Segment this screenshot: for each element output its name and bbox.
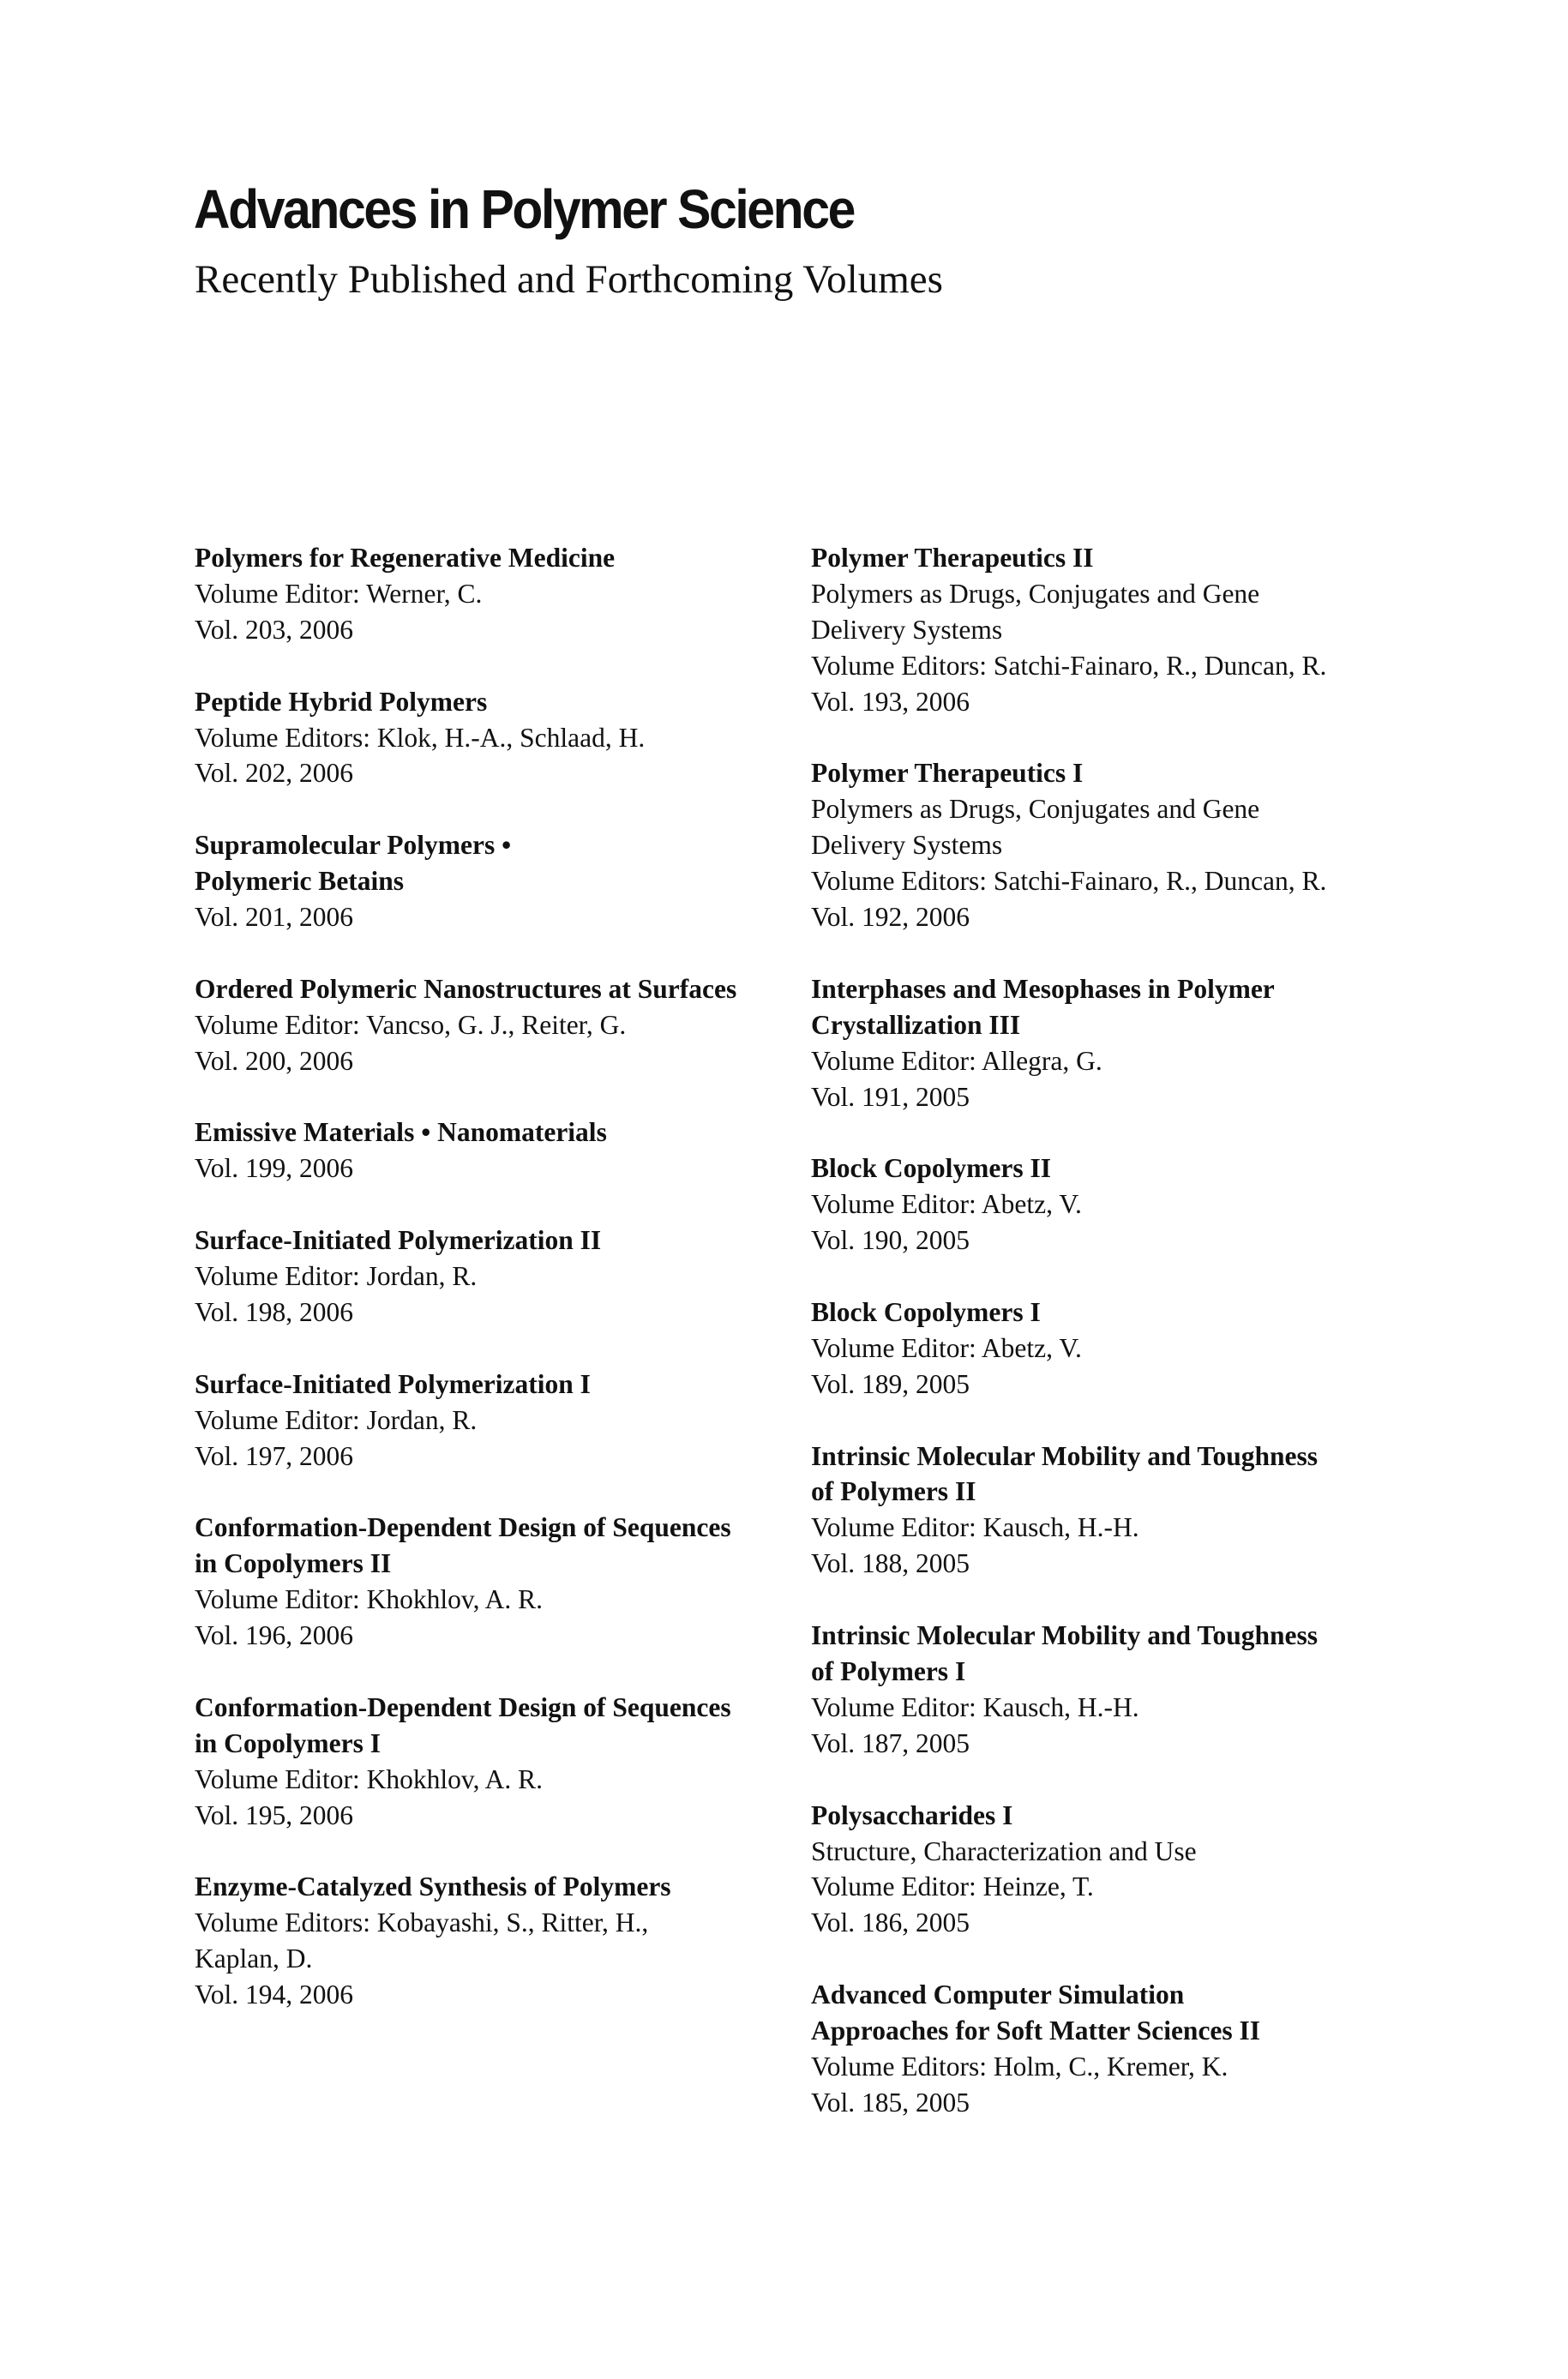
volume-title: Block Copolymers II	[811, 1153, 1052, 1184]
volume-editors: Volume Editors: Satchi-Fainaro, R., Duncan, R.	[811, 866, 1327, 897]
volume-editors: Volume Editor: Jordan, R.	[195, 1261, 478, 1292]
volume-detail: Polymers as Drugs, Conjugates and Gene	[811, 578, 1260, 609]
volume-list-left-column	[195, 540, 778, 2049]
volume-number-year: Vol. 200, 2006	[195, 1045, 353, 1076]
volume-title: Approaches for Soft Matter Sciences II	[811, 2016, 1261, 2046]
volume-number-year: Vol. 192, 2006	[811, 902, 970, 933]
volume-entry	[811, 1150, 1411, 1259]
volume-entry	[195, 1367, 778, 1475]
volume-title: Conformation-Dependent Design of Sequences	[195, 1691, 731, 1722]
volume-entry	[811, 755, 1411, 935]
volume-title: in Copolymers I	[195, 1727, 381, 1758]
volume-editors: Volume Editor: Jordan, R.	[195, 1404, 478, 1435]
volume-editors: Volume Editor: Heinze, T.	[811, 1871, 1094, 1902]
series-subtitle: Recently Published and Forthcoming Volumes	[195, 257, 943, 302]
volume-entry	[195, 1510, 778, 1654]
volume-editors: Volume Editor: Vancso, G. J., Reiter, G.	[195, 1009, 627, 1040]
volume-editors: Volume Editor: Abetz, V.	[811, 1189, 1082, 1220]
volume-entry	[195, 827, 778, 935]
volume-entry	[811, 1798, 1411, 1942]
volume-editors: Volume Editor: Kausch, H.-H.	[811, 1691, 1139, 1722]
volume-title: Enzyme-Catalyzed Synthesis of Polymers	[195, 1871, 671, 1902]
volume-title: of Polymers II	[811, 1476, 976, 1507]
volume-entry	[811, 1977, 1411, 2121]
volume-entry	[195, 684, 778, 792]
volume-title: Polymer Therapeutics I	[811, 758, 1084, 789]
volume-number-year: Vol. 193, 2006	[811, 686, 970, 717]
volume-number-year: Vol. 194, 2006	[195, 1979, 353, 2010]
volume-title: Ordered Polymeric Nanostructures at Surfaces	[195, 973, 737, 1004]
volume-list-right-column	[811, 540, 1411, 2157]
volume-editors: Volume Editor: Allegra, G.	[811, 1045, 1102, 1076]
volume-number-year: Vol. 201, 2006	[195, 902, 353, 933]
volume-title: Conformation-Dependent Design of Sequences	[195, 1512, 731, 1543]
volume-title: Polysaccharides I	[811, 1799, 1013, 1830]
volume-entry	[195, 1114, 778, 1186]
volume-number-year: Vol. 195, 2006	[195, 1799, 353, 1830]
volume-entry	[195, 1223, 778, 1331]
volume-number-year: Vol. 189, 2005	[811, 1368, 970, 1399]
volume-number-year: Vol. 186, 2005	[811, 1907, 970, 1938]
volume-editors: Volume Editors: Satchi-Fainaro, R., Duncan, R.	[811, 650, 1327, 681]
volume-title: Polymeric Betains	[195, 866, 405, 897]
volume-number-year: Vol. 202, 2006	[195, 758, 353, 789]
volume-detail: Polymers as Drugs, Conjugates and Gene	[811, 794, 1260, 825]
volume-title: Intrinsic Molecular Mobility and Toughness	[811, 1620, 1319, 1651]
volume-number-year: Vol. 198, 2006	[195, 1296, 353, 1327]
volume-number-year: Vol. 185, 2005	[811, 2087, 970, 2118]
volume-number-year: Vol. 197, 2006	[195, 1440, 353, 1471]
volume-number-year: Vol. 191, 2005	[811, 1081, 970, 1112]
volume-entry	[195, 540, 778, 648]
series-title: Advances in Polymer Science	[194, 178, 854, 240]
volume-number-year: Vol. 188, 2005	[811, 1548, 970, 1579]
volume-title: Advanced Computer Simulation	[811, 1979, 1185, 2010]
volume-detail: Structure, Characterization and Use	[811, 1835, 1197, 1866]
volume-editors: Volume Editor: Kausch, H.-H.	[811, 1512, 1139, 1543]
volume-entry	[811, 540, 1411, 720]
volume-entry	[811, 1439, 1411, 1583]
volume-title: Supramolecular Polymers •	[195, 830, 512, 861]
volume-number-year: Vol. 203, 2006	[195, 614, 353, 645]
volume-title: Peptide Hybrid Polymers	[195, 686, 488, 717]
volume-number-year: Vol. 187, 2005	[811, 1727, 970, 1758]
volume-detail: Delivery Systems	[811, 830, 1003, 861]
volume-entry	[811, 1295, 1411, 1403]
volume-title: of Polymers I	[811, 1656, 966, 1686]
volume-editors: Volume Editor: Abetz, V.	[811, 1332, 1082, 1363]
volume-entry	[195, 1690, 778, 1834]
volume-number-year: Vol. 196, 2006	[195, 1620, 353, 1651]
volume-editors: Volume Editors: Klok, H.-A., Schlaad, H.	[195, 722, 646, 753]
volume-title: Polymers for Regenerative Medicine	[195, 543, 616, 573]
volume-title: Surface-Initiated Polymerization II	[195, 1225, 602, 1256]
volume-detail: Delivery Systems	[811, 614, 1003, 645]
volume-entry	[811, 1618, 1411, 1762]
volume-detail: Kaplan, D.	[195, 1943, 313, 1974]
volume-editors: Volume Editor: Khokhlov, A. R.	[195, 1763, 544, 1794]
volume-title: Emissive Materials • Nanomaterials	[195, 1117, 607, 1148]
volume-entry	[811, 971, 1411, 1115]
volume-title: Crystallization III	[811, 1009, 1021, 1040]
volume-entry	[195, 971, 778, 1079]
volume-title: Interphases and Mesophases in Polymer	[811, 973, 1275, 1004]
volume-title: Surface-Initiated Polymerization I	[195, 1368, 591, 1399]
volume-title: in Copolymers II	[195, 1548, 392, 1579]
volume-title: Intrinsic Molecular Mobility and Toughness	[811, 1440, 1319, 1471]
volume-entry	[195, 1869, 778, 2013]
volume-number-year: Vol. 190, 2005	[811, 1225, 970, 1256]
volume-editors: Volume Editors: Kobayashi, S., Ritter, H.,	[195, 1907, 649, 1938]
volume-title: Block Copolymers I	[811, 1296, 1041, 1327]
volume-title: Polymer Therapeutics II	[811, 543, 1094, 573]
volume-editors: Volume Editor: Werner, C.	[195, 578, 483, 609]
volume-editors: Volume Editor: Khokhlov, A. R.	[195, 1584, 544, 1615]
volume-editors: Volume Editors: Holm, C., Kremer, K.	[811, 2051, 1229, 2082]
volume-number-year: Vol. 199, 2006	[195, 1153, 353, 1184]
